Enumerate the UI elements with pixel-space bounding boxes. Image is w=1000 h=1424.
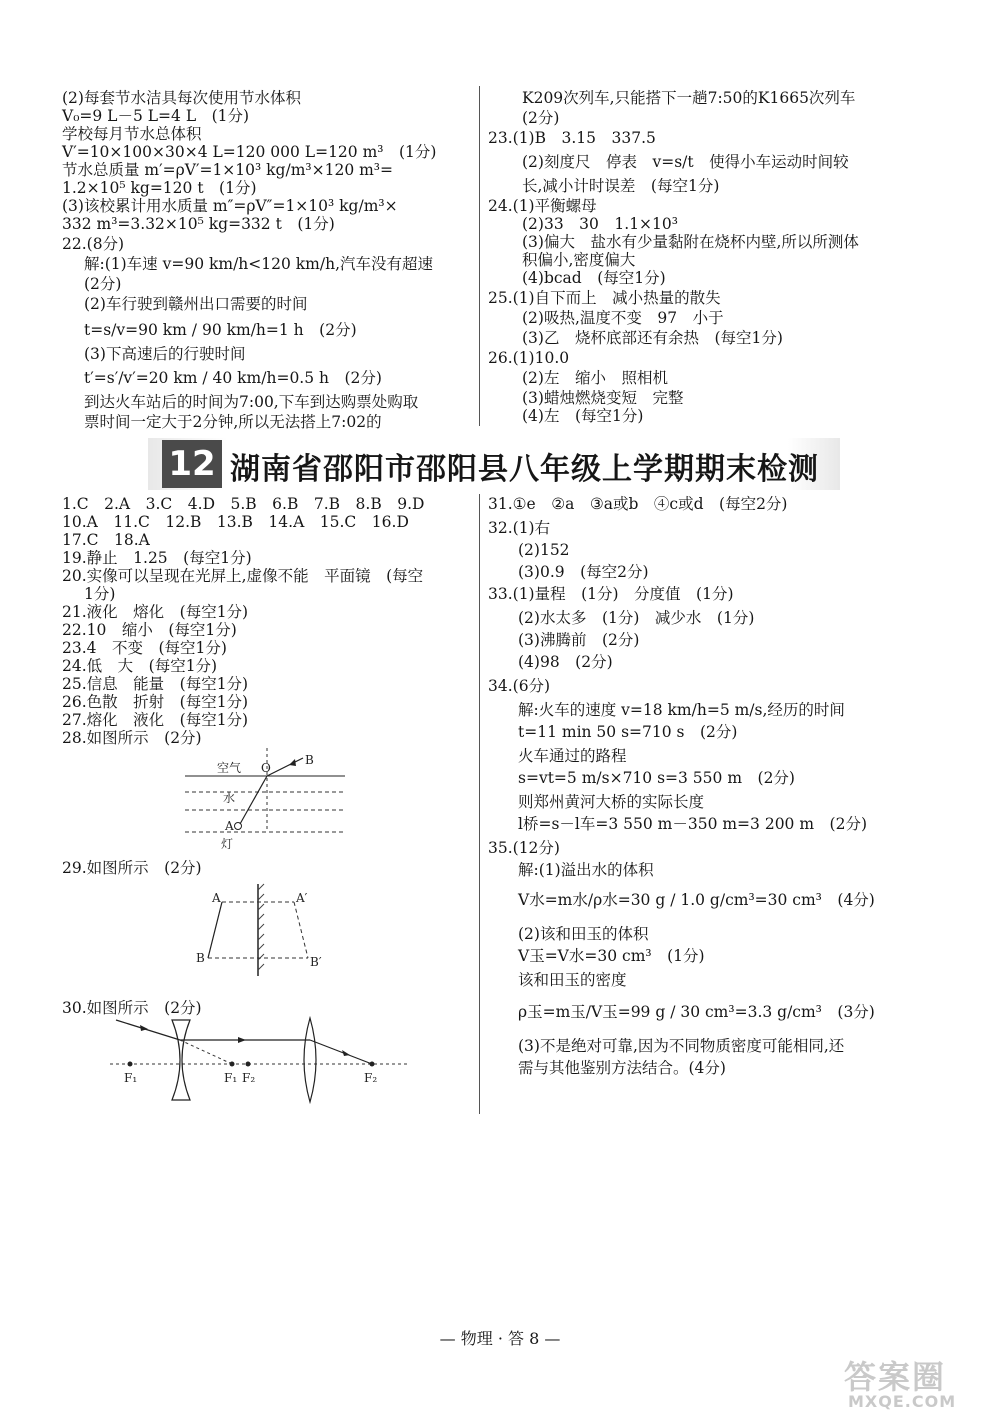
answer-line: 28.如图所示 (2分) [62, 729, 202, 747]
answer-line: 10.A 11.C 12.B 13.B 14.A 15.C 16.D [62, 513, 409, 531]
text-line: (4)bcad (每空1分) [522, 269, 666, 287]
answer-line: (3)沸腾前 (2分) [518, 631, 640, 649]
label-f2-left: F₂ [242, 1071, 256, 1085]
text-line: 26.(1)10.0 [488, 349, 570, 367]
text-line: (2)刻度尺 停表 v=s/t 使得小车运动时间较 [522, 153, 849, 171]
text-line: K209次列车,只能搭下一趟7:50的K1665次列车 [522, 89, 856, 107]
answer-line: 33.(1)量程 (1分) 分度值 (1分) [488, 585, 734, 603]
text-line: (2)每套节水洁具每次使用节水体积 [62, 89, 301, 107]
question-number: 22.(8分) [62, 235, 125, 253]
text-line: 学校每月节水总体积 [62, 125, 202, 143]
text-line: (2)车行驶到赣州出口需要的时间 [84, 295, 308, 313]
label-o: O [261, 761, 271, 775]
answer-line: 1.C 2.A 3.C 4.D 5.B 6.B 7.B 8.B 9.D [62, 495, 425, 513]
answer-line: l桥=s－l车=3 550 m－350 m=3 200 m (2分) [518, 815, 867, 833]
answer-line: 解:(1)溢出水的体积 [518, 861, 654, 879]
answer-line: 25.信息 能量 (每空1分) [62, 675, 249, 693]
section-title: 湖南省邵阳市邵阳县八年级上学期期末检测 [230, 452, 819, 487]
watermark-text: 答案圈 [844, 1358, 947, 1396]
section-banner [148, 438, 840, 490]
label-lamp: 灯 [221, 837, 234, 851]
answer-line: 则郑州黄河大桥的实际长度 [518, 793, 705, 811]
label-b: B [305, 753, 314, 767]
text-line: (4)左 (每空1分) [522, 407, 644, 425]
text-line: (2)吸热,温度不变 97 小于 [522, 309, 724, 327]
text-line: 长,减小计时误差 (每空1分) [522, 177, 720, 195]
text-line: 票时间一定大于2分钟,所以无法搭上7:02的 [84, 413, 382, 431]
answer-line: V玉=V水=30 cm³ (1分) [518, 947, 705, 965]
page-footer: — 物理 · 答 8 — [439, 1329, 561, 1348]
answer-line: 20.实像可以呈现在光屏上,虚像不能 平面镜 (每空 [62, 567, 424, 585]
answer-line: 29.如图所示 (2分) [62, 859, 202, 877]
text-line: (2分) [522, 109, 560, 127]
text-line: 1.2×10⁵ kg=120 t (1分) [62, 179, 257, 197]
answer-line: t=11 min 50 s=710 s (2分) [518, 723, 738, 741]
answer-line: 解:火车的速度 v=18 km/h=5 m/s,经历的时间 [518, 701, 845, 719]
column-divider-top [479, 86, 480, 426]
answer-line: (3)不是绝对可靠,因为不同物质密度可能相同,还 [518, 1037, 845, 1055]
refraction-diagram [185, 748, 345, 858]
watermark-logo [830, 1352, 980, 1412]
answer-line: 需与其他鉴别方法结合。(4分) [518, 1059, 726, 1077]
formula-line: t=s/v=90 km / 90 km/h=1 h (2分) [84, 321, 357, 339]
watermark-url: MXQE.COM [848, 1392, 957, 1411]
answer-line: 27.熔化 液化 (每空1分) [62, 711, 249, 729]
formula-line: t′=s′/v′=20 km / 40 km/h=0.5 h (2分) [84, 369, 382, 387]
label-water: 水 [223, 791, 236, 805]
answer-line: 30.如图所示 (2分) [62, 999, 202, 1017]
text-line: (3)下高速后的行驶时间 [84, 345, 246, 363]
answer-line: (2)该和田玉的体积 [518, 925, 649, 943]
answer-line: s=vt=5 m/s×710 s=3 550 m (2分) [518, 769, 795, 787]
column-divider-bottom [479, 494, 480, 1114]
label-air: 空气 [217, 761, 242, 775]
text-line: (3)该校累计用水质量 m″=ρV″=1×10³ kg/m³× [62, 197, 398, 215]
answer-line: 火车通过的路程 [518, 747, 627, 765]
question-number: 34.(6分) [488, 677, 551, 695]
label-a: A [225, 819, 234, 833]
label-f2-right: F₂ [364, 1071, 378, 1085]
formula-line: ρ玉=m玉/V玉=99 g / 30 cm³=3.3 g/cm³ (3分) [518, 1003, 875, 1021]
label-f1-left: F₁ [124, 1071, 138, 1085]
label-b-image: B′ [310, 955, 322, 969]
text-line: (3)蜡烛燃烧变短 完整 [522, 389, 684, 407]
text-line: V′=10×100×30×4 L=120 000 L=120 m³ (1分) [62, 143, 437, 161]
answer-line: (2)152 [518, 541, 570, 559]
answer-line: 19.静止 1.25 (每空1分) [62, 549, 252, 567]
answer-line: 24.低 大 (每空1分) [62, 657, 218, 675]
text-line: 24.(1)平衡螺母 [488, 197, 597, 215]
question-number: 35.(12分) [488, 839, 560, 857]
label-b: B [196, 951, 205, 965]
section-number: 12 [162, 440, 222, 488]
text-line: 332 m³=3.32×10⁵ kg=332 t (1分) [62, 215, 335, 233]
text-line: 积偏小,密度偏大 [522, 251, 636, 269]
text-line: (2)左 缩小 照相机 [522, 369, 668, 387]
mirror-diagram [190, 880, 330, 980]
answer-line: (4)98 (2分) [518, 653, 613, 671]
text-line: (2分) [84, 275, 122, 293]
answer-line: 22.10 缩小 (每空1分) [62, 621, 237, 639]
answer-line: (2)水太多 (1分) 减少水 (1分) [518, 609, 755, 627]
label-a: A [212, 891, 221, 905]
lens-diagram [110, 1012, 410, 1104]
answer-line: 1分) [84, 585, 116, 603]
text-line: (3)乙 烧杯底部还有余热 (每空1分) [522, 329, 783, 347]
text-line: 25.(1)自下而上 减小热量的散失 [488, 289, 721, 307]
label-a-image: A′ [296, 891, 308, 905]
answer-line: 31.①e ②a ③a或b ④c或d (每空2分) [488, 495, 788, 513]
text-line: 到达火车站后的时间为7:00,下车到达购票处购取 [84, 393, 419, 411]
text-line: (2)33 30 1.1×10³ [522, 215, 678, 233]
text-line: V₀=9 L－5 L=4 L (1分) [62, 107, 250, 125]
answer-line: 21.液化 熔化 (每空1分) [62, 603, 249, 621]
answer-line: 32.(1)右 [488, 519, 551, 537]
text-line: 23.(1)B 3.15 337.5 [488, 129, 656, 147]
text-line: (3)偏大 盐水有少量黏附在烧杯内壁,所以所测体 [522, 233, 859, 251]
answer-line: (3)0.9 (每空2分) [518, 563, 649, 581]
formula-line: V水=m水/ρ水=30 g / 1.0 g/cm³=30 cm³ (4分) [518, 891, 875, 909]
text-line: 解:(1)车速 v=90 km/h<120 km/h,汽车没有超速 [84, 255, 434, 273]
answer-line: 26.色散 折射 (每空1分) [62, 693, 249, 711]
text-line: 节水总质量 m′=ρV′=1×10³ kg/m³×120 m³= [62, 161, 394, 179]
label-f1-right: F₁ [224, 1071, 238, 1085]
answer-line: 该和田玉的密度 [518, 971, 627, 989]
answer-line: 17.C 18.A [62, 531, 150, 549]
answer-line: 23.4 不变 (每空1分) [62, 639, 227, 657]
